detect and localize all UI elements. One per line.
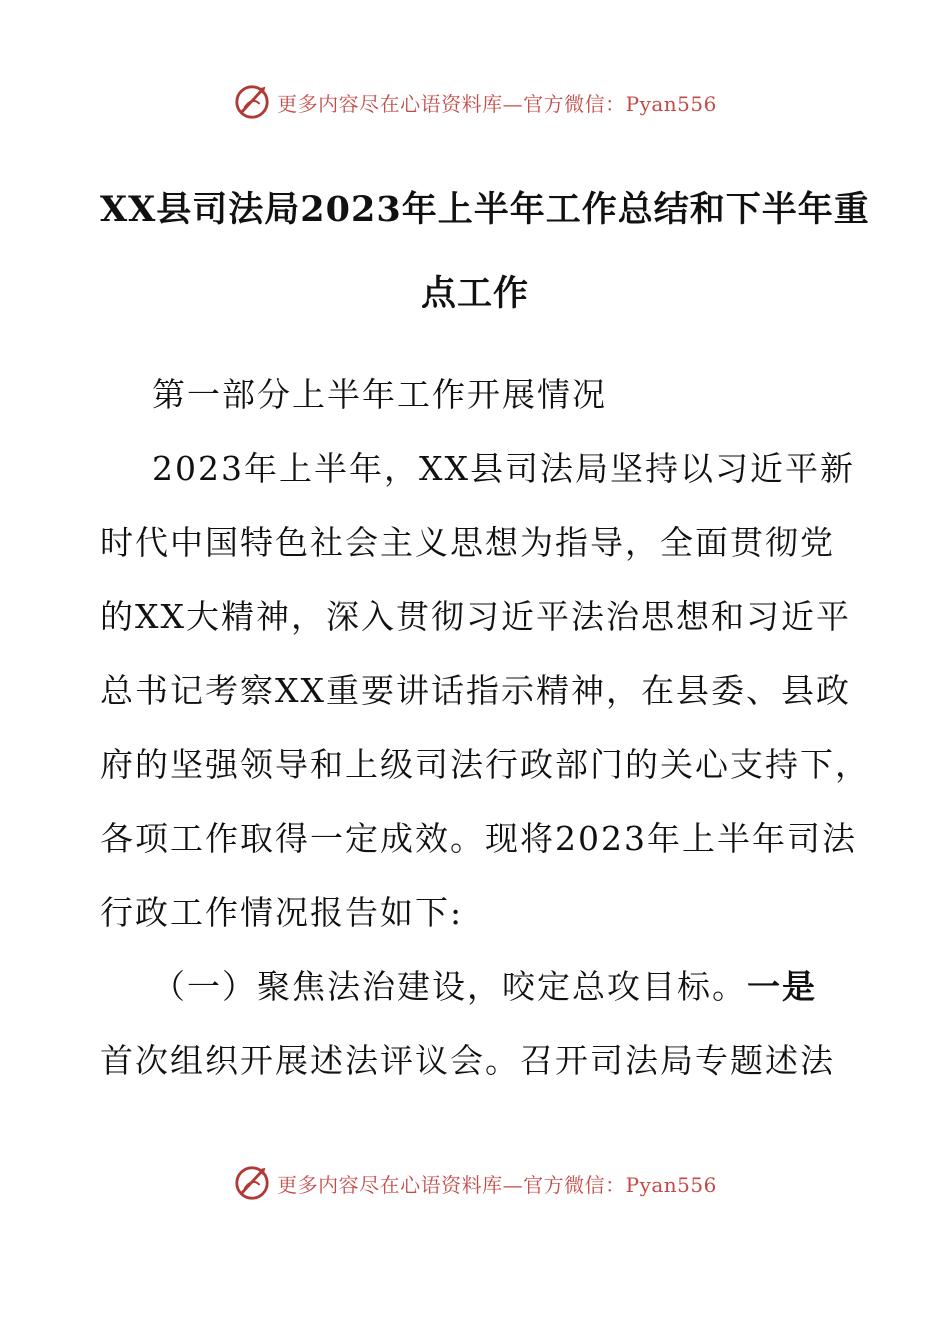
document-title — [100, 168, 870, 336]
paragraph-line: 行政工作情况报告如下: — [100, 893, 464, 932]
paragraph-line: 首次组织开展述法评议会。召开司法局专题述法 — [100, 1041, 835, 1080]
paragraph-line: 各项工作取得一定成效。现将2023年上半年司法 — [100, 819, 857, 858]
paragraph-line — [152, 950, 912, 1024]
paragraph-line: 时代中国特色社会主义思想为指导，全面贯彻党 — [100, 523, 835, 562]
logo-icon — [233, 1164, 271, 1202]
watermark-banner-bottom — [0, 1161, 950, 1205]
paragraph-line: 的XX大精神，深入贯彻习近平法治思想和习近平 — [100, 597, 851, 636]
document-title-line-2: 点工作 — [420, 273, 529, 314]
watermark-banner-top — [0, 80, 950, 124]
logo-icon — [233, 83, 271, 121]
emphasis-text: 一是 — [747, 967, 817, 1006]
paragraph-line: 总书记考察XX重要讲话指示精神，在县委、县政 — [100, 671, 851, 710]
paragraph-line: 2023年上半年，XX县司法局坚持以习近平新 — [152, 449, 855, 488]
document-title-line-1: XX县司法局2023年上半年工作总结和下半年重 — [100, 189, 870, 230]
watermark-text: 更多内容尽在心语资料库—官方微信：Pyan556 — [277, 1172, 717, 1197]
paragraph-subheading: （一）聚焦法治建设，咬定总攻目标。 — [152, 967, 747, 1006]
paragraph-line: 府的坚强领导和上级司法行政部门的关心支持下， — [100, 745, 870, 784]
section-heading: 第一部分上半年工作开展情况 — [152, 375, 607, 414]
watermark-text: 更多内容尽在心语资料库—官方微信：Pyan556 — [277, 91, 717, 116]
